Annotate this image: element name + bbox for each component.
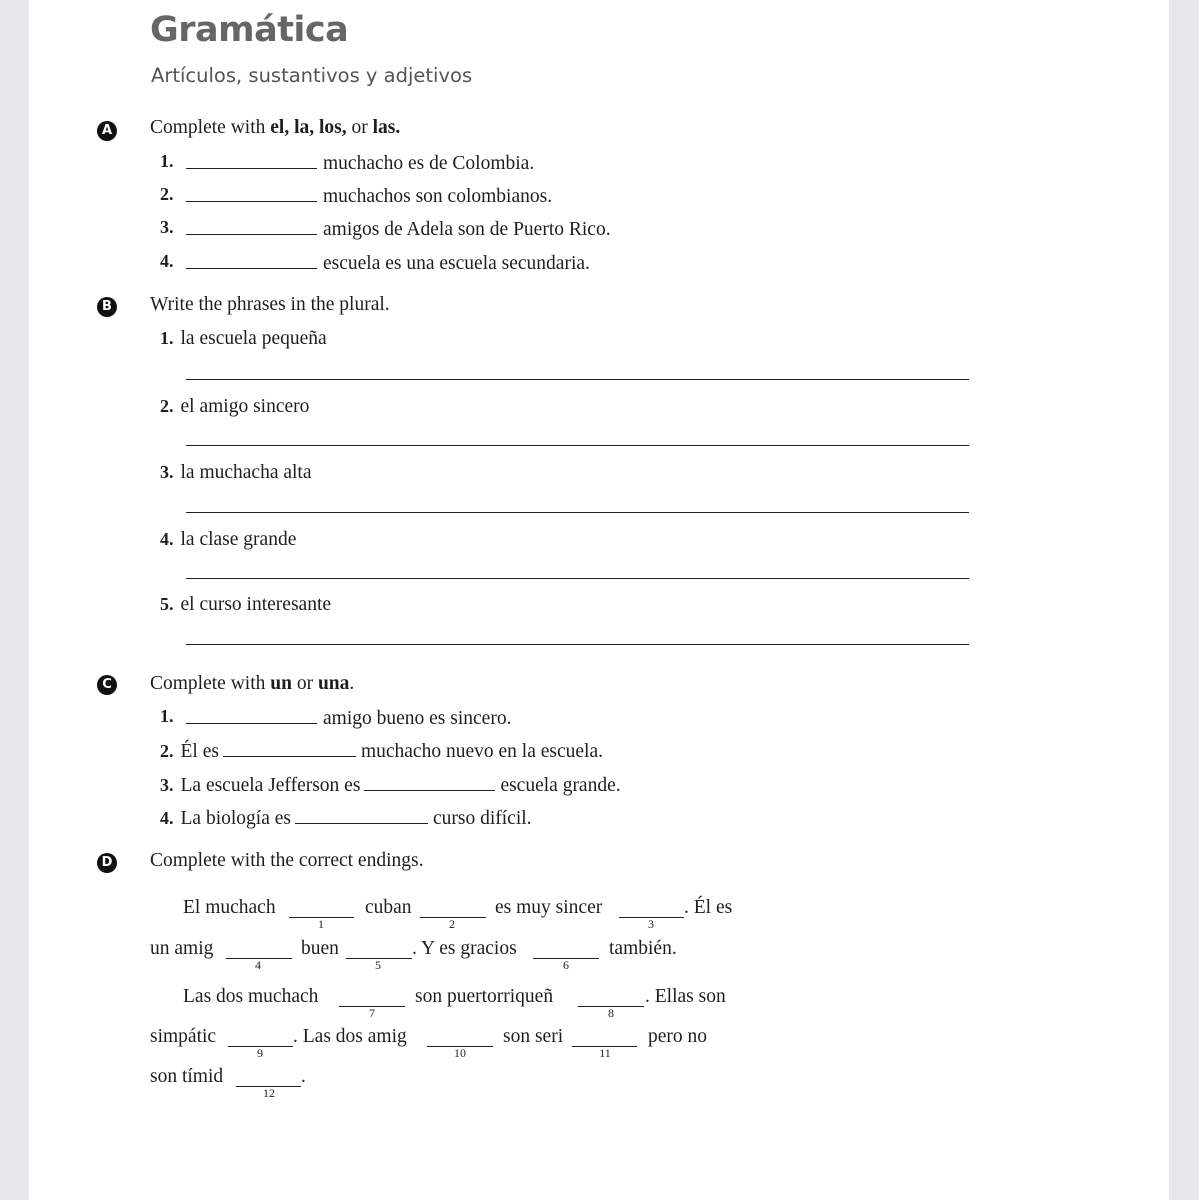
p1-text-2: cuban	[365, 897, 412, 918]
section-b-item-3: 3. la muchacha alta	[160, 462, 312, 483]
section-b-badge: B	[97, 297, 117, 317]
section-a-item-1-line	[186, 151, 534, 175]
blank-number: 2	[449, 917, 455, 931]
item-text: muchachos son colombianos.	[323, 186, 553, 207]
section-a-item-3-line	[186, 217, 611, 241]
p2-text-6: son seri	[503, 1026, 564, 1047]
section-b-item-4: 4. la clase grande	[160, 529, 297, 550]
section-b-instruction: Write the phrases in the plural.	[150, 294, 390, 315]
section-a-item-1: 1.	[160, 151, 174, 171]
p1-text-8: también.	[609, 938, 677, 959]
p1-text-4: . Él es	[684, 897, 733, 918]
section-c-item-3: 3. La escuela Jefferson es escuela grande.	[160, 775, 621, 796]
answer-line[interactable]	[186, 512, 969, 513]
answer-blank[interactable]	[186, 706, 317, 724]
p1-text-3: es muy sincer	[495, 897, 603, 918]
section-a-badge: A	[97, 121, 117, 141]
section-b-item-1: 1. la escuela pequeña	[160, 328, 327, 349]
section-c-item-1: 1.	[160, 706, 174, 726]
section-c-badge: C	[97, 675, 117, 695]
p2-text-1: Las dos muchach	[183, 986, 319, 1007]
item-text: muchacho es de Colombia.	[323, 153, 535, 174]
blank-number: 7	[369, 1006, 375, 1020]
blank-number: 9	[257, 1046, 263, 1060]
answer-line[interactable]	[186, 578, 969, 579]
blank-number: 5	[375, 958, 381, 972]
section-a-item-2: 2.	[160, 184, 174, 204]
p1-text-1: El muchach	[183, 897, 276, 918]
section-a-item-4: 4.	[160, 251, 174, 271]
blank-number: 6	[563, 958, 569, 972]
section-c-instruction: Complete with un or una.	[150, 673, 355, 694]
section-a-instruction: Complete with el, la, los, or las.	[150, 117, 401, 138]
answer-blank[interactable]	[186, 184, 317, 202]
answer-blank[interactable]	[186, 217, 317, 235]
section-b-item-5: 5. el curso interesante	[160, 594, 332, 615]
page-subtitle: Artículos, sustantivos y adjetivos	[151, 64, 473, 87]
blank-number: 1	[318, 917, 324, 931]
answer-blank[interactable]	[223, 739, 356, 757]
section-a-item-4-line	[186, 251, 590, 275]
blank-number: 10	[454, 1046, 466, 1060]
blank-number: 4	[255, 958, 261, 972]
p2-text-3: . Ellas son	[645, 986, 726, 1007]
answer-blank[interactable]	[186, 151, 317, 169]
answer-line[interactable]	[186, 379, 969, 380]
item-text: escuela es una escuela secundaria.	[323, 253, 590, 274]
section-d-badge: D	[97, 853, 117, 873]
section-c-item-1-line: amigo bueno es sincero.	[186, 706, 511, 730]
section-c-item-2: 2. Él es muchacho nuevo en la escuela.	[160, 741, 603, 762]
p2-text-5: . Las dos amig	[293, 1026, 407, 1047]
section-c-item-4: 4. La biología es curso difícil.	[160, 808, 532, 829]
section-b-item-2: 2. el amigo sincero	[160, 396, 310, 417]
blank-number: 12	[263, 1086, 275, 1100]
p1-text-5: un amig	[150, 938, 214, 959]
answer-blank[interactable]	[186, 251, 317, 269]
page-title: Gramática	[150, 10, 349, 50]
p2-text-2: son puertorriqueñ	[415, 986, 554, 1007]
blank-number: 11	[599, 1046, 611, 1060]
answer-blank[interactable]	[364, 773, 495, 791]
answer-blank[interactable]	[295, 806, 428, 824]
p2-text-8: son tímid	[150, 1066, 224, 1087]
blank-number: 8	[608, 1006, 614, 1020]
section-d-instruction: Complete with the correct endings.	[150, 850, 424, 871]
answer-line[interactable]	[186, 445, 969, 446]
p1-text-7: . Y es gracios	[412, 938, 517, 959]
answer-line[interactable]	[186, 644, 969, 645]
blank-number: 3	[648, 917, 654, 931]
section-a-item-2-line	[186, 184, 552, 208]
p2-text-7: pero no	[648, 1026, 708, 1047]
p2-text-4: simpátic	[150, 1026, 217, 1047]
section-a-item-3: 3.	[160, 217, 174, 237]
p2-text-9: .	[301, 1066, 306, 1087]
item-text: amigos de Adela son de Puerto Rico.	[323, 219, 611, 240]
p1-text-6: buen	[301, 938, 339, 959]
